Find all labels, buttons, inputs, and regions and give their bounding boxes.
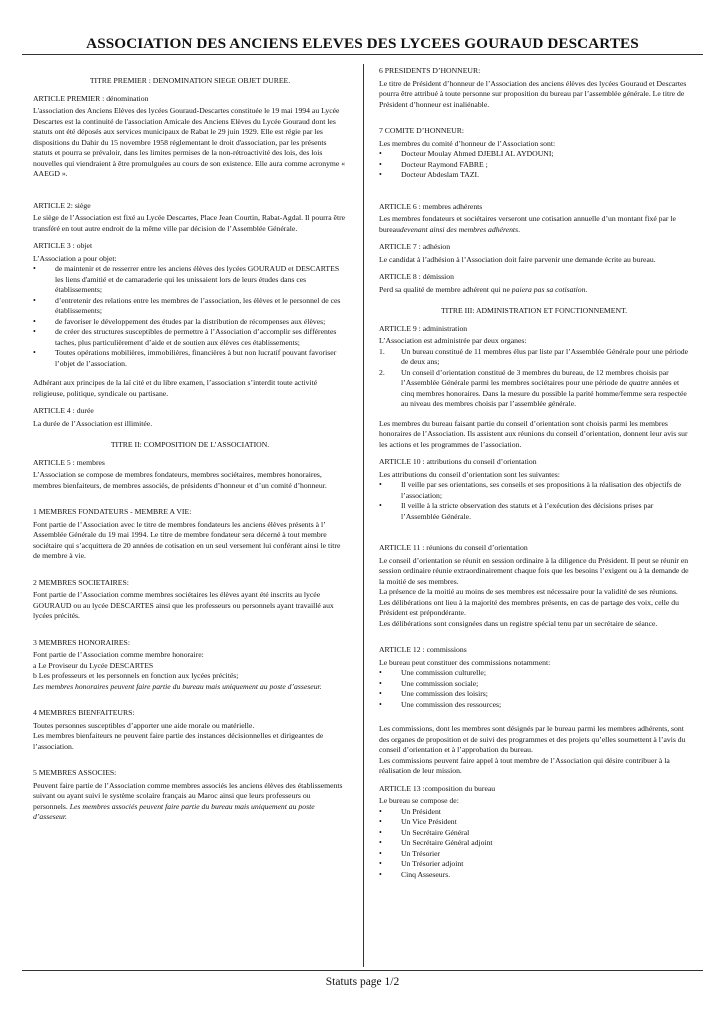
membres-honoraires-b: b Les professeurs et les personnels en fonction aux lycées précités; <box>33 671 239 680</box>
list-item <box>379 501 689 522</box>
membres-societaires-heading: 2 MEMBRES SOCIETAIRES: <box>33 577 129 587</box>
list-item <box>33 296 347 317</box>
list-item <box>379 480 689 501</box>
bullet-icon: • <box>379 699 382 709</box>
comite-honneur-intro: Les membres du comité d’honneur de l’Association sont: <box>379 138 556 148</box>
article-13-intro: Le bureau se compose de: <box>379 796 459 805</box>
membres-honoraires-note: Les membres honoraires peuvent faire partie du bureau mais uniquement au poste d’asseseur. <box>33 681 322 691</box>
article-4-text: La durée de l’Association est illimitée. <box>33 418 153 428</box>
titre-premier-heading: TITRE PREMIER : DENOMINATION SIEGE OBJET DUREE. <box>89 76 291 85</box>
list-item-text: Il veille à la stricte observation des statuts et à l’exécution des décisions prises par l’Assemblée Générale. <box>401 501 654 521</box>
list-item-text: de favoriser le développement des études par la distribution de récompenses aux élèves; <box>55 316 326 326</box>
article-10-list <box>379 480 689 522</box>
bullet-icon: • <box>379 869 382 879</box>
article-6-text: Les membres fondateurs et sociétaires verseront une cotisation annuelle d’un montant fixé par le bureaudevenant ainsi des membres adhérents. <box>379 214 676 234</box>
bullet-icon: • <box>379 859 382 868</box>
list-item-text: Toutes opérations mobilières, immobilières, financières à but non lucratif pouvant favoriser l’objet de l’association. <box>55 348 337 368</box>
membres-fondateurs-text: Font partie de l’Association avec le titre de membres fondateurs les anciens élèves présents à l’ Assemblée Générale du 19 mai 1994. Le titre de membre fondateur sera décerné à tout membre sociétaire qui s’acquittera de 20 années de cotisation en un seul versement lui conférant ainsi le titre de membre à vie. <box>33 519 341 560</box>
article-3-intro: L’Association a pour objet: <box>33 253 117 263</box>
list-item: 1. Un bureau constitué de 11 membres élus par liste par l’Assemblée Générale pour une période de deux ans; <box>379 346 689 366</box>
article-1-text: L'association des Anciens Elèves des lycées Gouraud-Descartes constituée le 19 mai 1994 au Lycée Descartes est la continuité de l'association Amicale des Anciens Elèves du Lycée Gouraud dont les statuts ont été déposés aux services municipaux de Rabat le 29 juin 1929. Elle est régie par les dispositions du Dahir du 15 novembre 1958 réglementant le droit d'association, par les présents statuts et pourra se prévaloir, dans les limites permises de la non-rétroactivité des lois, des lois nouvelles qui viendraient à être promulguées au cours de son existence. Elle aura comme acronyme « AAEGD ». <box>33 106 346 178</box>
bullet-icon: • <box>379 689 382 698</box>
bullet-icon: • <box>379 170 382 179</box>
article-12-heading: ARTICLE 12 : commissions <box>379 645 467 654</box>
left-column <box>33 66 347 826</box>
bullet-icon: • <box>33 316 36 326</box>
list-item-text: Docteur Raymond FABRE ; <box>401 159 488 169</box>
list-item <box>379 668 689 679</box>
bullet-icon: • <box>379 848 382 858</box>
bullet-icon: • <box>379 817 382 826</box>
list-item-text: Il veille par ses orientations, ses conseils et ses propositions à la réalisation des objectifs de l’association; <box>401 480 682 500</box>
list-item <box>379 807 689 818</box>
list-item-text: Docteur Abdeslam TAZI. <box>401 170 480 179</box>
article-12-list <box>379 668 689 710</box>
list-item-text: Un Trésorier <box>401 848 441 858</box>
list-item <box>379 700 689 711</box>
article-2-heading: ARTICLE 2: siège <box>33 200 91 210</box>
bullet-icon: • <box>379 668 382 677</box>
column-divider <box>363 64 364 967</box>
membres-bienfaiteurs-heading: 4 MEMBRES BIENFAITEURS: <box>33 708 135 717</box>
article-4-heading: ARTICLE 4 : durée <box>33 406 94 415</box>
bullet-icon: • <box>33 327 36 336</box>
article-13-list <box>379 807 689 881</box>
article-8-text: Perd sa qualité de membre adhérent qui ne paiera pas sa cotisation. <box>379 284 588 294</box>
presidents-honneur-text: Le titre de Président d’honneur de l’Association des anciens élèves des lycées Gouraud et Descartes pourra être attribué à toute personne sur proposition du bureau par l’assemblée générale. Le titre de Président d’honneur est inaliénable. <box>379 78 687 109</box>
bullet-icon: • <box>379 838 382 847</box>
article-11-heading: ARTICLE 11 : réunions du conseil d’orientation <box>379 543 528 552</box>
list-item-text: Un Secrétaire Général <box>401 827 470 837</box>
list-item <box>379 838 689 849</box>
bullet-icon: • <box>33 264 36 273</box>
list-item-text: Un Vice Président <box>401 817 457 826</box>
list-item <box>379 679 689 690</box>
article-10-heading: ARTICLE 10 : attributions du conseil d’orientation <box>379 457 537 466</box>
membres-bienfaiteurs-text: Toutes personnes susceptibles d’apporter une aide morale ou matérielle. Les membres bienfaiteurs ne peuvent faire partie des instances décisionnelles et dirigeantes de l’association. <box>33 720 324 751</box>
article-9-text: Les membres du bureau faisant partie du conseil d’orientation sont choisis parmi les membres honoraires de l’Association. Ils assistent aux réunions du conseil d’orientation, donnent leur avis sur les actions et les programmes de l’association. <box>379 418 688 449</box>
list-item-text: Une commission des loisirs; <box>401 689 488 698</box>
article-6-heading: ARTICLE 6 : membres adhérents <box>379 201 483 211</box>
membres-honoraires-a: a Le Proviseur du Lycée DESCARTES <box>33 660 154 670</box>
bullet-icon: • <box>379 678 382 688</box>
article-2-text: Le siège de l’Association est fixé au Lycée Descartes, Place Jean Courtin, Rabat-Agdal. Il pourra être transféré en tout autre endroit de la même ville par décision de l’Assemblée Générale. <box>33 213 346 233</box>
titre-2-heading: TITRE II: COMPOSITION DE L’ASSOCIATION. <box>110 440 270 449</box>
article-8-heading: ARTICLE 8 : démission <box>379 272 454 281</box>
bullet-icon: • <box>379 501 382 510</box>
bullet-icon: • <box>379 806 382 816</box>
comite-honneur-list <box>379 149 689 181</box>
article-12-intro: Le bureau peut constituer des commissions notamment: <box>379 657 551 667</box>
article-3-heading: ARTICLE 3 : objet <box>33 241 93 250</box>
membres-associes-heading: 5 MEMBRES ASSOCIES: <box>33 768 117 777</box>
presidents-honneur-heading: 6 PRESIDENTS D’HONNEUR: <box>379 66 481 75</box>
list-item <box>33 264 347 296</box>
list-item-text: Une commission culturelle; <box>401 668 486 677</box>
article-9-list <box>379 347 689 410</box>
article-9-heading: ARTICLE 9 : administration <box>379 323 468 333</box>
article-5-heading: ARTICLE 5 : membres <box>33 457 105 467</box>
membres-honoraires-intro: Font partie de l’Association comme membre honoraire: <box>33 650 204 659</box>
article-9-intro: L’Association est administrée par deux organes: <box>379 336 527 345</box>
article-11-text: Le conseil d’orientation se réunit en session ordinaire à la diligence du Président. Il peut se réunir en session ordinaire réunie extraordinairement chaque fois que les besoins l’exigent ou à la demande de la moitié de ses membres. La présence de la moitié au moins de ses membres est nécessaire pour la validité de ses réunions. Les délibérations ont lieu à la majorité des membres présents, en cas de partage des voix, celle du Président est prépondérante. Les délibérations sont consignées dans un registre spécial tenu par un secrétaire de séance. <box>379 555 689 628</box>
list-item <box>379 870 689 881</box>
bullet-icon: • <box>379 480 382 489</box>
list-item <box>379 160 689 171</box>
list-item <box>379 817 689 828</box>
titre-3-heading: TITRE III: ADMINISTRATION ET FONCTIONNEMENT. <box>440 306 628 315</box>
bullet-icon: • <box>379 149 382 158</box>
list-item <box>379 859 689 870</box>
comite-honneur-heading: 7 COMITE D’HONNEUR: <box>379 126 464 135</box>
list-item <box>379 849 689 860</box>
list-item-text: Docteur Moulay Ahmed DJEBLI AL AYDOUNI; <box>401 149 554 158</box>
membres-fondateurs-heading: 1 MEMBRES FONDATEURS - MEMBRE A VIE: <box>33 507 192 516</box>
right-column <box>379 66 689 883</box>
list-item <box>379 828 689 839</box>
page-footer: Statuts page 1/2 <box>325 976 400 988</box>
list-item-text: Un Président <box>401 806 441 816</box>
list-item-text: de créer des structures susceptibles de permettre à l’Association d’accomplir ses différentes taches, plus particulièrement d’aide et de soutien aux élèves ces établissements; <box>55 327 337 347</box>
list-item <box>33 317 347 328</box>
list-item <box>379 170 689 181</box>
bullet-icon: • <box>33 348 36 357</box>
bullet-icon: • <box>379 827 382 837</box>
list-item-text: d’entretenir des relations entre les membres de l’association, les élèves et le personnel de ces établissements; <box>55 295 341 315</box>
article-3-list <box>33 264 347 369</box>
top-rule <box>22 54 703 55</box>
list-item-text: Cinq Asseseurs. <box>401 869 451 879</box>
list-item <box>33 327 347 348</box>
list-item-text: Une commission sociale; <box>401 678 479 688</box>
article-12-text: Les commissions, dont les membres sont désignés par le bureau parmi les membres adhérents, sont des organes de proposition et de suivi des programmes et des projets qu’elles soumettent à l’avis du conseil d’orientation et à l’approbation du bureau. Les commissions peuvent faire appel à tout membre de l’Association qui désire contribuer à la réalisation de leur mission. <box>379 724 686 775</box>
article-7-text: Le candidat à l’adhésion à l’Association doit faire parvenir une demande écrite au bureau. <box>379 254 656 264</box>
list-item <box>379 689 689 700</box>
list-item-text: Un Trésorier adjoint <box>401 859 464 868</box>
list-item-text: Une commission des ressources; <box>401 699 502 709</box>
article-13-heading: ARTICLE 13 :composition du bureau <box>379 783 496 793</box>
list-item <box>33 348 347 369</box>
article-5-text: L’Association se compose de membres fondateurs, membres sociétaires, membres honoraires, membres bienfaiteurs, de membres associés, de présidents d’honneur et d’un comité d’honneur. <box>33 470 327 490</box>
document-title: ASSOCIATION DES ANCIENS ELEVES DES LYCEES GOURAUD DESCARTES <box>86 35 639 52</box>
bullet-icon: • <box>379 159 382 169</box>
list-item: 2. Un conseil d’orientation constitué de 3 membres du bureau, de 12 membres choisis par l’Assemblée Générale parmi les membres sociétaires pour une période de quatre années et cinq membres honoraires. Dans la mesure du possible la parité homme/femme sera respectée au niveau des membres choisis par l’assemblée générale. <box>379 367 687 408</box>
article-1-heading: ARTICLE PREMIER : dénomination <box>33 93 149 103</box>
list-item <box>379 149 689 160</box>
bullet-icon: • <box>33 295 36 305</box>
article-3-text: Adhérant aux principes de la laï cité et du libre examen, l’association s’interdit toute activité religieuse, politique, syndicale ou partisane. <box>33 378 318 398</box>
membres-honoraires-heading: 3 MEMBRES HONORAIRES: <box>33 637 130 647</box>
article-7-heading: ARTICLE 7 : adhésion <box>379 242 451 251</box>
membres-societaires-text: Font partie de l’Association comme membres sociétaires les élèves ayant été inscrits au lycée GOURAUD ou au lycée DESCARTES ainsi que les professeurs ou personnels ayant travaillé aux lycées précités. <box>33 590 334 620</box>
membres-associes-text: Peuvent faire partie de l’Association comme membres associés les anciens élèves des établissements suivant ou ayant suivi le système scolaire français au Maroc ainsi que leurs professeurs ou personnels. Les membres associés peuvent faire partie du bureau mais uniquement au poste d’asseseur. <box>33 780 343 821</box>
bottom-rule <box>22 970 703 971</box>
list-item-text: de maintenir et de resserrer entre les anciens élèves des lycées GOURAUD et DESCARTES les liens d'amitié et de camaraderie qui les unissaient lors de leurs études dans ces établissements; <box>55 264 340 294</box>
list-item-text: Un Secrétaire Général adjoint <box>401 838 493 847</box>
article-10-intro: Les attributions du conseil d’orientation sont les suivantes: <box>379 469 560 479</box>
